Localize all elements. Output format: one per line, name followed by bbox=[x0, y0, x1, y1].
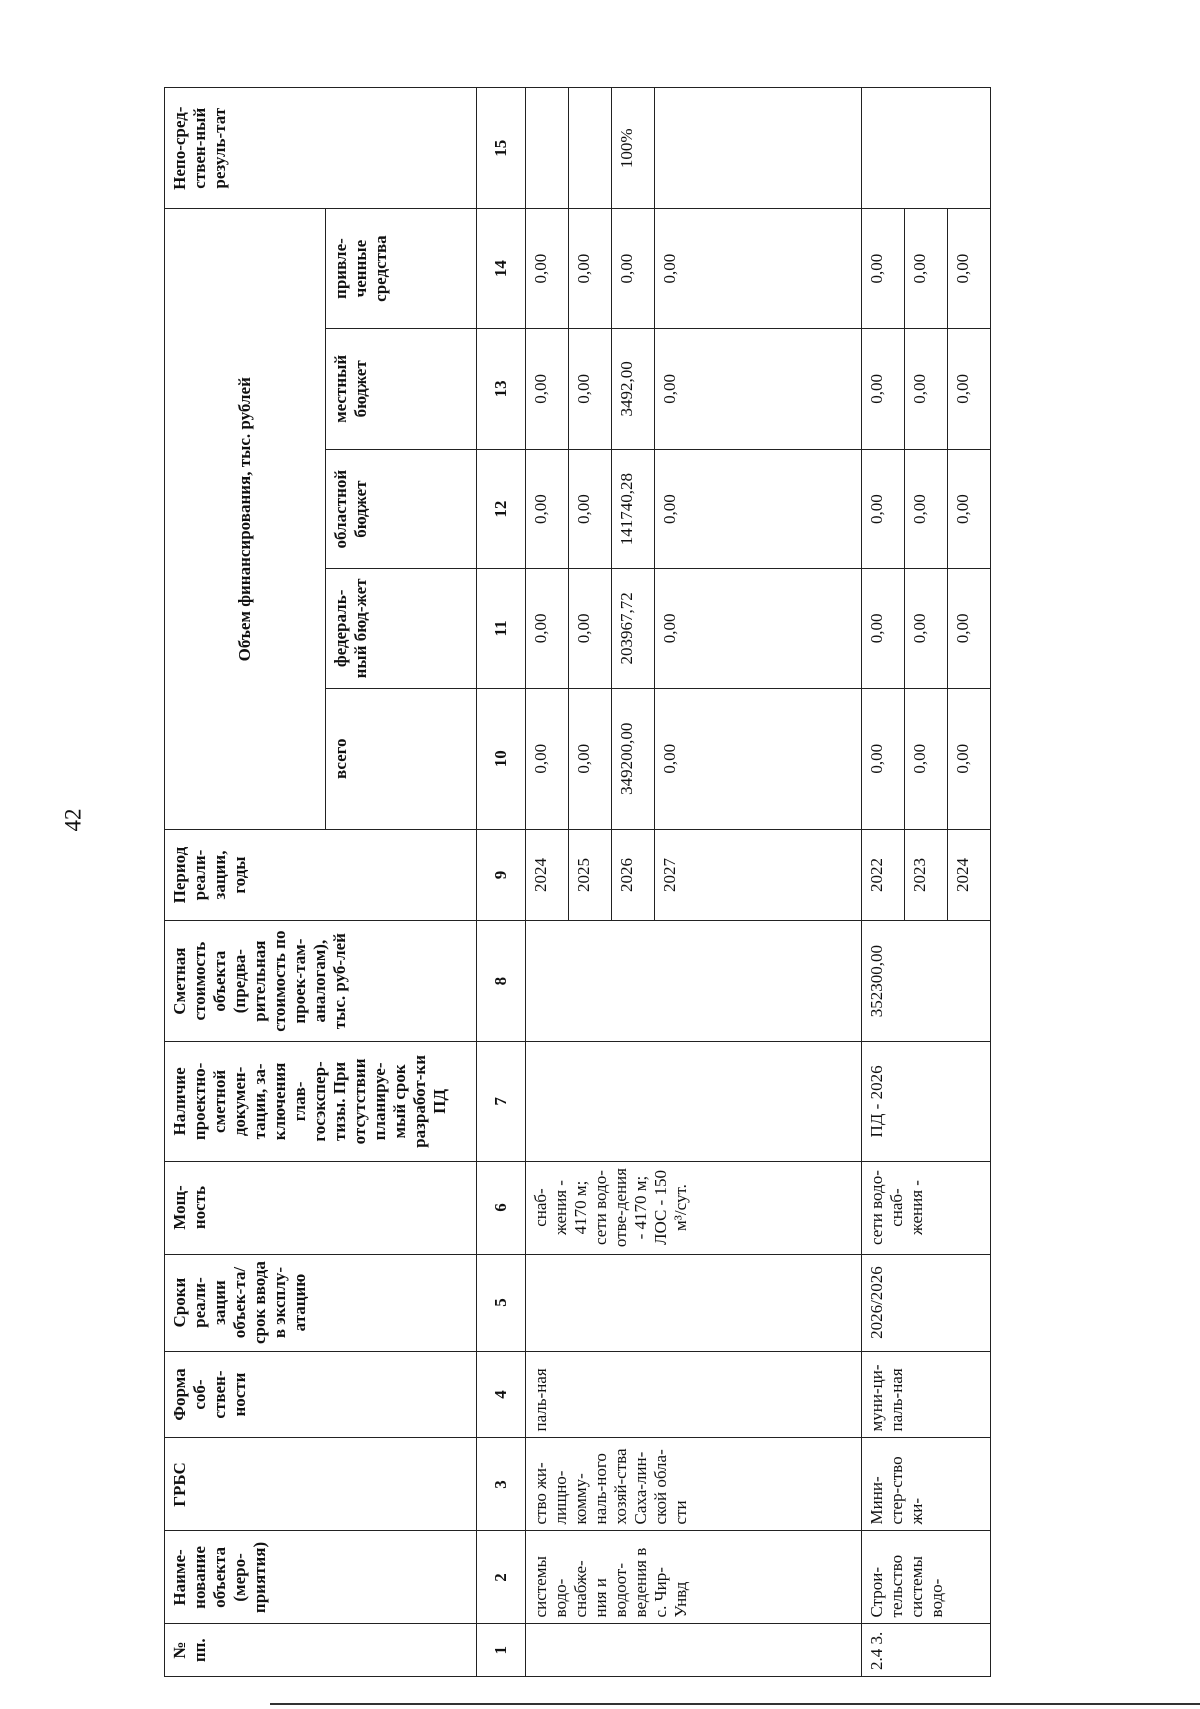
colnum: 4 bbox=[477, 1351, 526, 1438]
cell-result bbox=[862, 88, 991, 209]
colnum: 14 bbox=[477, 209, 526, 328]
colnum: 8 bbox=[477, 921, 526, 1042]
header-row bbox=[165, 88, 326, 1677]
cell-federal: 0,00 bbox=[948, 569, 991, 688]
cell-ownership: муни-ци-паль-ная bbox=[862, 1351, 991, 1438]
colnum: 6 bbox=[477, 1161, 526, 1254]
header-regional: областной бюджет bbox=[326, 450, 477, 569]
financing-table bbox=[164, 87, 991, 1677]
cell-total: 0,00 bbox=[526, 688, 569, 830]
cell-year: 2024 bbox=[948, 830, 991, 921]
cell-regional: 0,00 bbox=[948, 450, 991, 569]
cell-federal: 0,00 bbox=[655, 569, 862, 688]
rotated-table-container bbox=[164, 87, 1074, 1677]
cell-total: 0,00 bbox=[905, 688, 948, 830]
cell-pd: ПД - 2026 bbox=[862, 1042, 991, 1161]
cell-cost: 352300,00 bbox=[862, 921, 991, 1042]
cell-attracted: 0,00 bbox=[862, 209, 905, 328]
header-power: Мощ-ность bbox=[165, 1161, 477, 1254]
cell-attracted: 0,00 bbox=[612, 209, 655, 328]
cell-federal: 0,00 bbox=[905, 569, 948, 688]
colnum: 10 bbox=[477, 688, 526, 830]
cell-total: 349200,00 bbox=[612, 688, 655, 830]
cell-year: 2022 bbox=[862, 830, 905, 921]
cell-year: 2024 bbox=[526, 830, 569, 921]
colnum: 2 bbox=[477, 1531, 526, 1624]
cell-year: 2026 bbox=[612, 830, 655, 921]
colnum: 11 bbox=[477, 569, 526, 688]
cell-federal: 0,00 bbox=[862, 569, 905, 688]
cell-result bbox=[526, 88, 569, 209]
cell-attracted: 0,00 bbox=[948, 209, 991, 328]
cell-federal: 0,00 bbox=[569, 569, 612, 688]
cell-total: 0,00 bbox=[862, 688, 905, 830]
cell-total: 0,00 bbox=[948, 688, 991, 830]
cell-term bbox=[526, 1254, 862, 1351]
header-financing: Объем финансирования, тыс. рублей bbox=[165, 209, 326, 830]
cell-attracted: 0,00 bbox=[905, 209, 948, 328]
cell-total: 0,00 bbox=[655, 688, 862, 830]
page-number: 42 bbox=[60, 808, 86, 832]
cell-ownership: паль-ная bbox=[526, 1351, 862, 1438]
cell-result bbox=[569, 88, 612, 209]
cell-num: 2.4 3. bbox=[862, 1624, 991, 1677]
header-federal: федераль-ный бюд-жет bbox=[326, 569, 477, 688]
cell-regional: 0,00 bbox=[526, 450, 569, 569]
cell-local: 0,00 bbox=[948, 328, 991, 449]
cell-regional: 141740,28 bbox=[612, 450, 655, 569]
cell-power: снаб-жения - 4170 м; сети водо-отве-дения - 4170 м; ЛОС - 150 м³/сут. bbox=[526, 1161, 862, 1254]
cell-attracted: 0,00 bbox=[655, 209, 862, 328]
table-row bbox=[862, 88, 905, 1677]
column-number-row bbox=[477, 88, 526, 1677]
cell-local: 0,00 bbox=[862, 328, 905, 449]
colnum: 5 bbox=[477, 1254, 526, 1351]
cell-federal: 0,00 bbox=[526, 569, 569, 688]
cell-name: системы водо-снабже-ния и водоот-ведения в с. Чир-Унвд bbox=[526, 1531, 862, 1624]
header-total: всего bbox=[326, 688, 477, 830]
cell-local: 0,00 bbox=[526, 328, 569, 449]
colnum: 7 bbox=[477, 1042, 526, 1161]
header-attracted: привле-ченные средства bbox=[326, 209, 477, 328]
header-period: Период реали-зации, годы bbox=[165, 830, 477, 921]
header-cost: Сметная стоимость объекта (предва-рительная стоимость по проек-там-аналогам), тыс. руб-лей bbox=[165, 921, 477, 1042]
cell-attracted: 0,00 bbox=[526, 209, 569, 328]
header-ownership: Форма соб-ствен-ности bbox=[165, 1351, 477, 1438]
colnum: 3 bbox=[477, 1438, 526, 1531]
cell-local: 0,00 bbox=[655, 328, 862, 449]
cell-local: 0,00 bbox=[905, 328, 948, 449]
colnum: 9 bbox=[477, 830, 526, 921]
header-name: Наиме-нование объекта (меро-приятия) bbox=[165, 1531, 477, 1624]
header-grbs: ГРБС bbox=[165, 1438, 477, 1531]
cell-year: 2025 bbox=[569, 830, 612, 921]
cell-grbs: ство жи-лищно-комму-наль-ного хозяй-ства Саха-лин-ской обла-сти bbox=[526, 1438, 862, 1531]
colnum: 13 bbox=[477, 328, 526, 449]
cell-federal: 203967,72 bbox=[612, 569, 655, 688]
header-term: Сроки реали-зации объек-та/срок ввода в эксплу-атацию bbox=[165, 1254, 477, 1351]
cell-num bbox=[526, 1624, 862, 1677]
cell-regional: 0,00 bbox=[655, 450, 862, 569]
cell-local: 0,00 bbox=[569, 328, 612, 449]
header-result: Непо-сред-ствен-ный резуль-тат bbox=[165, 88, 477, 209]
cell-regional: 0,00 bbox=[569, 450, 612, 569]
colnum: 12 bbox=[477, 450, 526, 569]
cell-pd bbox=[526, 1042, 862, 1161]
cell-year: 2023 bbox=[905, 830, 948, 921]
cell-name: Строи-тельство системы водо- bbox=[862, 1531, 991, 1624]
cell-local: 3492,00 bbox=[612, 328, 655, 449]
cell-cost bbox=[526, 921, 862, 1042]
colnum: 1 bbox=[477, 1624, 526, 1677]
cell-regional: 0,00 bbox=[862, 450, 905, 569]
cell-year: 2027 bbox=[655, 830, 862, 921]
cell-result bbox=[655, 88, 862, 209]
header-pd: Наличие проектно-сметной докумен-тации, за-ключения глав-госэкспер-тизы. При отсутствии планируе-мый срок разработ-ки ПД bbox=[165, 1042, 477, 1161]
cell-total: 0,00 bbox=[569, 688, 612, 830]
cell-regional: 0,00 bbox=[905, 450, 948, 569]
colnum: 15 bbox=[477, 88, 526, 209]
cell-result: 100% bbox=[612, 88, 655, 209]
table-row bbox=[526, 88, 569, 1677]
scan-edge-line bbox=[270, 1703, 1200, 1705]
cell-power: сети водо-снаб-жения - bbox=[862, 1161, 991, 1254]
header-num: № пп. bbox=[165, 1624, 477, 1677]
cell-grbs: Мини-стер-ство жи- bbox=[862, 1438, 991, 1531]
cell-term: 2026/2026 bbox=[862, 1254, 991, 1351]
cell-attracted: 0,00 bbox=[569, 209, 612, 328]
header-local: местный бюджет bbox=[326, 328, 477, 449]
